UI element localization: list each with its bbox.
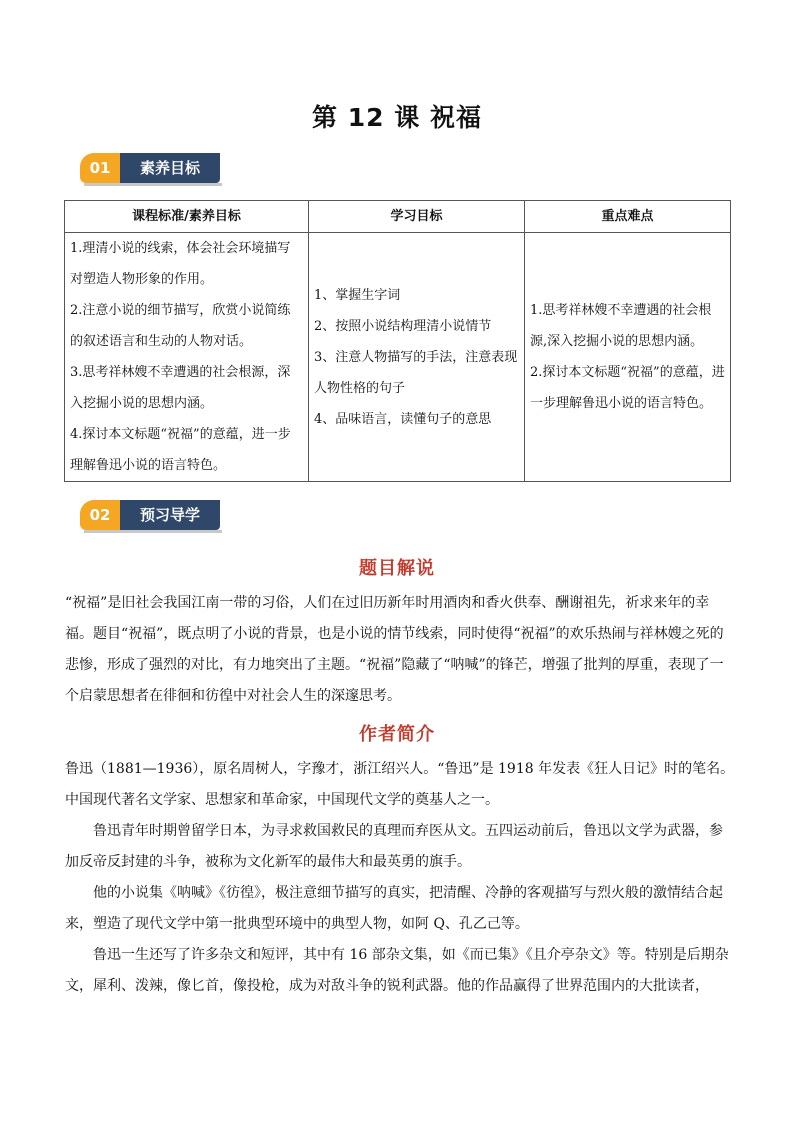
standards-item: 2.注意小说的细节描写，欣赏小说简练的叙述语言和生动的人物对话。 (70, 303, 291, 349)
paragraph-author-1: 鲁迅（1881—1936），原名周树人，字豫才，浙江绍兴人。“鲁迅”是 1918 年发表《狂人日记》时的笔名。中国现代著名文学家、思想家和革命家，中国现代文学的奠基人之一。 (65, 761, 735, 808)
header-standards: 课程标准/素养目标 (65, 201, 309, 233)
standards-cell (65, 233, 309, 482)
section-label: 素养目标 (120, 153, 220, 183)
goal-item: 3、注意人物描写的手法，注意表现人物性格的句子 (314, 349, 518, 396)
paragraph-author-4: 鲁迅一生还写了许多杂文和短评，其中有 16 部杂文集，如《而已集》《且介亭杂文》等。特别是后期杂文，犀利、泼辣，像匕首，像投枪，成为对敌斗争的锐利武器。他的作品赢得了世界范围内的大批读者， (65, 947, 729, 994)
learning-goals-cell (309, 233, 525, 482)
key-point-item: 1.思考祥林嫂不幸遭遇的社会根源,深入挖掘小说的思想内涵。 (530, 303, 712, 349)
paragraph-title-explanation: “祝福”是旧社会我国江南一带的习俗，人们在过旧历新年时用酒肉和香火供奉、酬谢祖先，祈求来年的幸福。题目“祝福”，既点明了小说的背景，也是小说的情节线索，同时使得“祝福”的欢乐热闹与祥林嫂之死的悲惨，形成了强烈的对比，有力地突出了主题。“祝福”隐藏了“呐喊”的锋芒，增强了批判的厚重，表现了一个启蒙思想者在徘徊和彷徨中对社会人生的深邃思考。 (65, 595, 724, 704)
goals-table (64, 200, 731, 482)
paragraph-author-3: 他的小说集《呐喊》《彷徨》，极注意细节描写的真实，把清醒、冷静的客观描写与烈火般的激情结合起来，塑造了现代文学中第一批典型环境中的典型人物，如阿 Q、孔乙己等。 (65, 885, 723, 932)
goal-item: 4、品味语言，读懂句子的意思 (314, 411, 492, 427)
key-point-item: 2.探讨本文标题“祝福”的意蕴，进一步理解鲁迅小说的语言特色。 (530, 365, 725, 411)
standards-item: 3.思考祥林嫂不幸遭遇的社会根源，深入挖掘小说的思想内涵。 (70, 365, 291, 411)
section-label: 预习导学 (120, 500, 220, 530)
goal-item: 2、按照小说结构理清小说情节 (314, 318, 492, 334)
paragraph-author-2: 鲁迅青年时期曾留学日本，为寻求救国救民的真理而弃医从文。五四运动前后，鲁迅以文学为武器，参加反帝反封建的斗争，被称为文化新军的最伟大和最英勇的旗手。 (65, 823, 723, 870)
heading-author-intro: 作者简介 (359, 724, 435, 745)
standards-item: 4.探讨本文标题“祝福”的意蕴，进一步理解鲁迅小说的语言特色。 (70, 427, 291, 473)
section-number: 02 (80, 500, 120, 530)
section-number: 01 (80, 153, 120, 183)
page-title: 第 12 课 祝福 (312, 103, 482, 132)
standards-item: 1.理清小说的线索，体会社会环境描写对塑造人物形象的作用。 (70, 241, 291, 287)
key-points-cell (525, 233, 731, 482)
section-banner-preview (80, 500, 225, 534)
goal-item: 1、掌握生字词 (314, 287, 401, 303)
header-key-points: 重点难点 (525, 201, 731, 233)
heading-title-explanation: 题目解说 (359, 558, 435, 579)
header-learning-goals: 学习目标 (309, 201, 525, 233)
section-banner-goals (80, 153, 225, 187)
